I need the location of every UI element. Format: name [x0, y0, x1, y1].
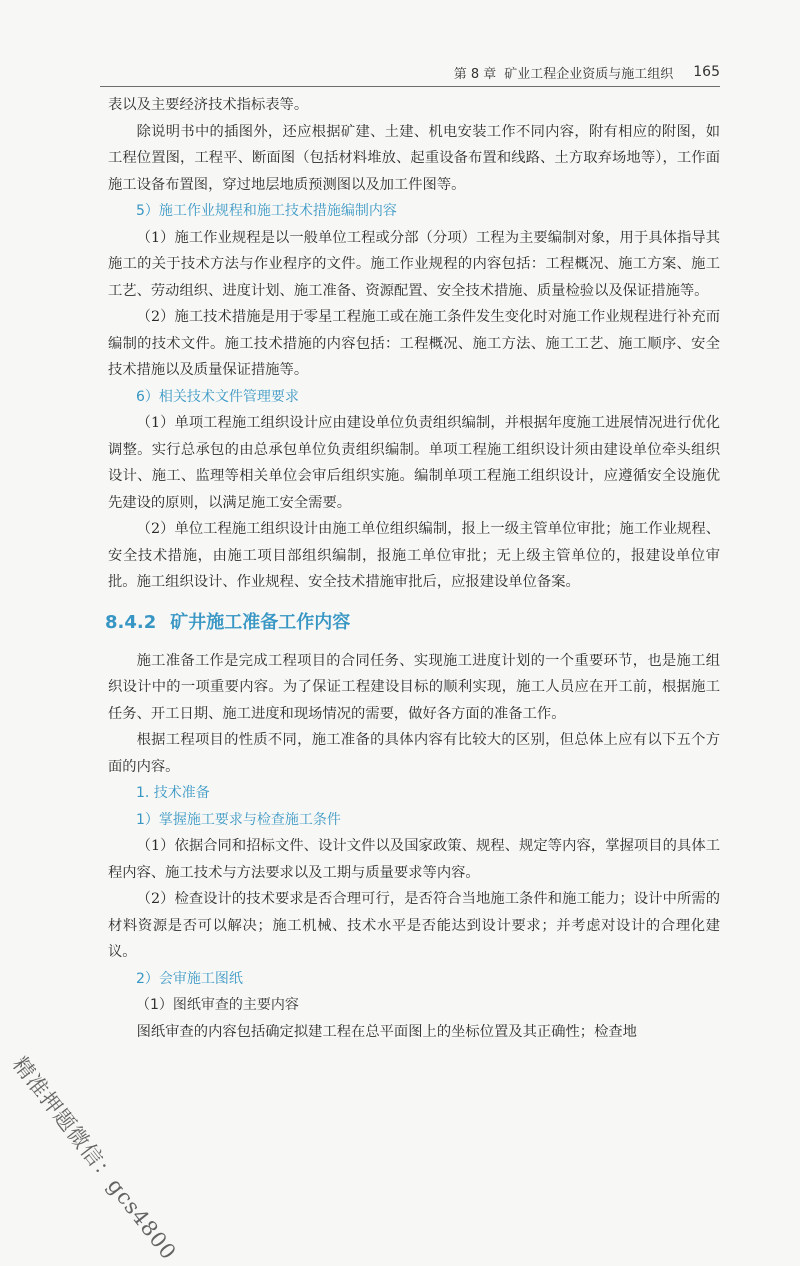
header-rule: [100, 86, 720, 87]
page-body: [105, 92, 720, 1045]
paragraph: （1）施工作业规程是以一般单位工程或分部（分项）工程为主要编制对象，用于具体指导其施工的关于技术方法与作业程序的文件。施工作业规程的内容包括：工程概况、施工方案、施工工艺、劳动组织、进度计划、施工准备、资源配置、安全技术措施、质量检验以及保证措施等。: [108, 229, 720, 299]
paragraph: 除说明书中的插图外，还应根据矿建、土建、机电安装工作不同内容，附有相应的附图，如工程位置图，工程平、断面图（包括材料堆放、起重设备布置和线路、土方取弃场地等），工作面施工设备布置图，穿过地层地质预测图以及加工件图等。: [108, 123, 720, 193]
subheading: 2）会审施工图纸: [136, 970, 243, 987]
paragraph: 根据工程项目的性质不同，施工准备的具体内容有比较大的区别，但总体上应有以下五个方面的内容。: [108, 732, 720, 775]
subheading: 6）相关技术文件管理要求: [136, 388, 299, 405]
paragraph: 表以及主要经济技术指标表等。: [108, 97, 309, 113]
paragraph: （2）检查设计的技术要求是否合理可行，是否符合当地施工条件和施工能力；设计中所需的材料资源是否可以解决；施工机械、技术水平是否能达到设计要求；并考虑对设计的合理化建议。: [108, 891, 720, 960]
subheading: 5）施工作业规程和施工技术措施编制内容: [136, 203, 397, 219]
paragraph: 图纸审查的内容包括确定拟建工程在总平面图上的坐标位置及其正确性；检查地: [136, 1023, 637, 1040]
chapter-label: 第 8 章: [453, 66, 497, 82]
paragraph: （2）单位工程施工组织设计由施工单位组织编制，报上一级主管单位审批；施工作业规程、安全技术措施，由施工项目部组织编制，报施工单位审批；无上级主管单位的，报建设单位审批。施工组织设计、作业规程、安全技术措施审批后，应报建设单位备案。: [108, 521, 720, 590]
page-number: 165: [693, 64, 720, 80]
watermark-text: 精准押题微信：gcs4800: [7, 1052, 182, 1265]
section-heading: [105, 608, 720, 638]
paragraph: （2）施工技术措施是用于零星工程施工或在施工条件发生变化时对施工作业规程进行补充而编制的技术文件。施工技术措施的内容包括：工程概况、施工方法、施工工艺、施工顺序、安全技术措施以及质量保证措施等。: [108, 309, 720, 378]
section-number: 8.4.2: [105, 611, 157, 633]
paragraph: （1）依据合同和招标文件、设计文件以及国家政策、规程、规定等内容，掌握项目的具体工程内容、施工技术与方法要求以及工期与质量要求等内容。: [108, 838, 720, 881]
paragraph: （1）单项工程施工组织设计应由建设单位负责组织编制，并根据年度施工进展情况进行优化调整。实行总承包的由总承包单位负责组织编制。单项工程施工组织设计须由建设单位牵头组织设计、施工、监理等相关单位会审后组织实施。编制单项工程施工组织设计，应遵循安全设施优先建设的原则，以满足施工安全需要。: [108, 415, 720, 511]
chapter-title: 矿业工程企业资质与施工组织: [504, 66, 674, 82]
subheading: 1）掌握施工要求与检查施工条件: [136, 811, 341, 828]
paragraph: 施工准备工作是完成工程项目的合同任务、实现施工进度计划的一个重要环节，也是施工组织设计中的一项重要内容。为了保证工程建设目标的顺利实现，施工人员应在开工前，根据施工任务、开工日期、施工进度和现场情况的需要，做好各方面的准备工作。: [108, 652, 720, 722]
subheading: 1. 技术准备: [136, 785, 210, 801]
subheading-minor: （1）图纸审查的主要内容: [136, 997, 299, 1013]
section-title: 矿井施工准备工作内容: [170, 611, 351, 633]
running-header: [100, 60, 720, 84]
